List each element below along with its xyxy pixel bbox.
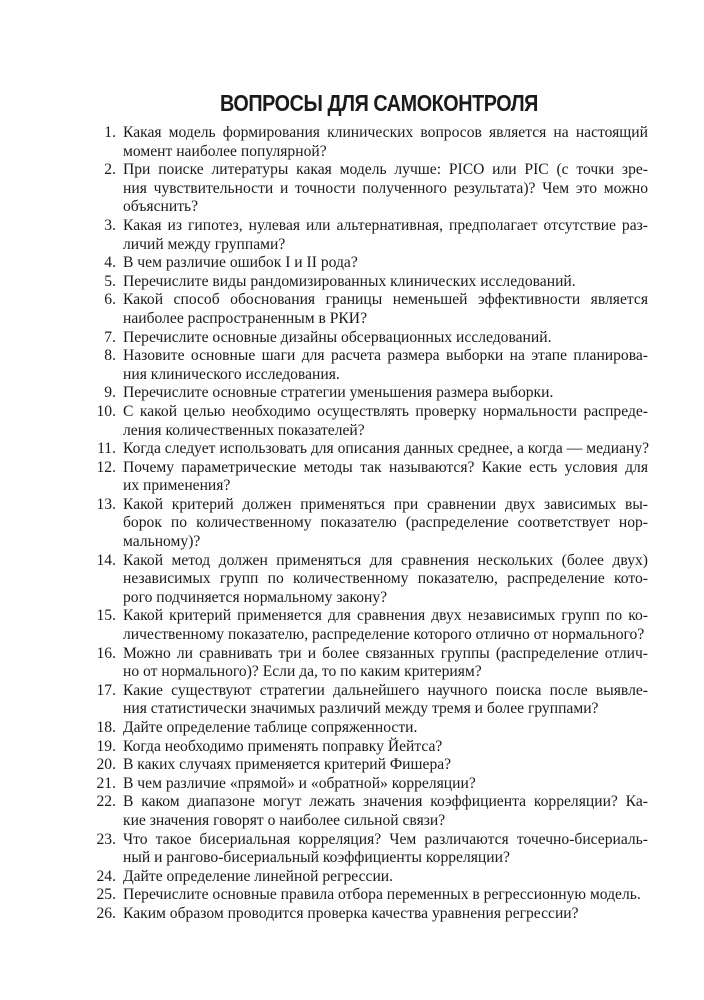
question-number: 16. <box>96 644 116 662</box>
question-item <box>88 124 648 161</box>
question-item <box>88 645 648 682</box>
question-number: 18. <box>96 719 116 736</box>
question-item <box>88 719 648 738</box>
question-item <box>88 552 648 608</box>
question-text-line: независимых групп по количественному показателю, распределение кото- <box>123 570 648 588</box>
question-number: 22. <box>96 793 116 811</box>
question-text-line: Когда следует использовать для описания данных среднее, а когда — медиану? <box>123 440 650 458</box>
questions-list <box>88 124 648 924</box>
question-text-line: Перечислите основные стратегии уменьшения размера выборки. <box>123 384 554 402</box>
question-text-line: При поиске литературы какая модель лучше: PICO или PIC (с точки зре- <box>123 161 648 179</box>
question-text-line: объяснить? <box>123 198 199 216</box>
page-title: ВОПРОСЫ ДЛЯ САМОКОНТРОЛЯ <box>220 90 538 116</box>
question-text-line: Что такое бисериальная корреляция? Чем различаются точечно-бисериаль- <box>123 830 648 848</box>
question-text-line: мальному)? <box>123 533 201 551</box>
question-item <box>88 440 648 459</box>
question-item <box>88 886 648 905</box>
question-item <box>88 682 648 719</box>
question-text-line: Перечислите виды рандомизированных клинических исследований. <box>123 272 576 290</box>
question-number: 25. <box>96 886 116 904</box>
question-text-line: Какие существуют стратегии дальнейшего научного поиска после выявле- <box>123 681 648 699</box>
question-text-line: личественному показателю, распределение которого отлично от нормального? <box>123 626 645 644</box>
question-item <box>88 738 648 757</box>
question-text-line: рого подчиняется нормальному закону? <box>123 588 388 606</box>
question-item <box>88 831 648 868</box>
question-item <box>88 217 648 254</box>
question-item <box>88 496 648 552</box>
question-number: 9. <box>104 384 116 402</box>
question-text-line: момент наиболее популярной? <box>123 142 327 160</box>
question-text-line: ния клинического исследования. <box>123 365 340 383</box>
question-text-line: наиболее распространенным в РКИ? <box>123 309 367 327</box>
question-text-line: В чем различие «прямой» и «обратной» корреляции? <box>123 774 476 792</box>
question-text-line: кие значения говорят о наиболее сильной связи? <box>123 811 446 829</box>
question-item <box>88 329 648 348</box>
question-item <box>88 868 648 887</box>
question-number: 20. <box>96 756 116 774</box>
question-number: 4. <box>104 254 116 272</box>
question-text-line: Когда необходимо применять поправку Йейтса? <box>123 737 443 755</box>
question-text-line: Назовите основные шаги для расчета размера выборки на этапе планирова- <box>123 347 648 365</box>
question-text-line: В каком диапазоне могут лежать значения коэффициента корреляции? Ка- <box>123 793 648 811</box>
question-text-line: ления количественных показателей? <box>123 421 365 439</box>
question-text-line: Почему параметрические методы так называются? Какие есть условия для <box>123 458 648 476</box>
question-text-line: их применения? <box>123 477 231 495</box>
question-number: 1. <box>104 124 116 141</box>
question-number: 14. <box>96 551 116 569</box>
question-number: 17. <box>96 681 116 699</box>
question-text-line: борок по количественному показателю (распределение соответствует нор- <box>123 514 648 532</box>
question-number: 8. <box>104 347 116 365</box>
question-text-line: ния чувствительности и точности полученного результата)? Чем это можно <box>123 179 648 197</box>
question-text-line: Перечислите основные правила отбора переменных в регрессионную модель. <box>123 886 641 904</box>
question-number: 19. <box>96 737 116 755</box>
question-item <box>88 403 648 440</box>
question-text-line: Какой критерий должен применяться при сравнении двух зависимых вы- <box>123 495 648 513</box>
question-number: 12. <box>96 458 116 476</box>
question-number: 15. <box>96 607 116 625</box>
question-text-line: ный и рангово-бисериальный коэффициенты корреляции? <box>123 849 510 867</box>
question-number: 24. <box>96 867 116 885</box>
question-number: 26. <box>96 904 116 922</box>
question-item <box>88 291 648 328</box>
question-item <box>88 607 648 644</box>
question-text-line: В чем различие ошибок I и II рода? <box>123 254 358 272</box>
question-text-line: С какой целью необходимо осуществлять проверку нормальности распреде- <box>123 402 648 420</box>
question-text-line: ния статистически значимых различий между тремя и более группами? <box>123 700 599 718</box>
question-number: 10. <box>96 402 116 420</box>
question-item <box>88 254 648 273</box>
question-text-line: Дайте определение линейной регрессии. <box>123 867 394 885</box>
question-text-line: личий между группами? <box>123 235 286 253</box>
question-text-line: Какой критерий применяется для сравнения двух независимых групп по ко- <box>123 607 648 625</box>
question-number: 13. <box>96 495 116 513</box>
question-text-line: В каких случаях применяется критерий Фишера? <box>123 756 452 774</box>
question-text-line: Перечислите основные дизайны обсервационных исследований. <box>123 328 552 346</box>
question-text-line: но от нормального)? Если да, то по каким критериям? <box>123 663 482 681</box>
question-text-line: Какой метод должен применяться для сравнения нескольких (более двух) <box>123 551 648 569</box>
question-text-line: Какая модель формирования клинических вопросов является на настоящий <box>123 124 648 141</box>
question-number: 3. <box>104 216 116 234</box>
question-number: 11. <box>97 440 116 458</box>
question-number: 7. <box>104 328 116 346</box>
question-text-line: Каким образом проводится проверка качества уравнения регрессии? <box>123 904 579 922</box>
question-item <box>88 459 648 496</box>
question-item <box>88 756 648 775</box>
question-number: 5. <box>104 272 116 290</box>
question-item <box>88 347 648 384</box>
question-number: 6. <box>104 291 116 309</box>
question-item <box>88 775 648 794</box>
question-number: 21. <box>96 774 116 792</box>
question-item <box>88 793 648 830</box>
question-text-line: Какая из гипотез, нулевая или альтернативная, предполагает отсутствие раз- <box>123 216 648 234</box>
question-item <box>88 384 648 403</box>
question-number: 2. <box>104 161 116 179</box>
question-item <box>88 905 648 924</box>
question-number: 23. <box>96 830 116 848</box>
question-text-line: Дайте определение таблице сопряженности. <box>123 719 418 736</box>
question-text-line: Какой способ обоснования границы неменьшей эффективности является <box>123 291 648 309</box>
question-item <box>88 273 648 292</box>
question-text-line: Можно ли сравнивать три и более связанных группы (распределение отлич- <box>123 644 648 662</box>
question-item <box>88 161 648 217</box>
